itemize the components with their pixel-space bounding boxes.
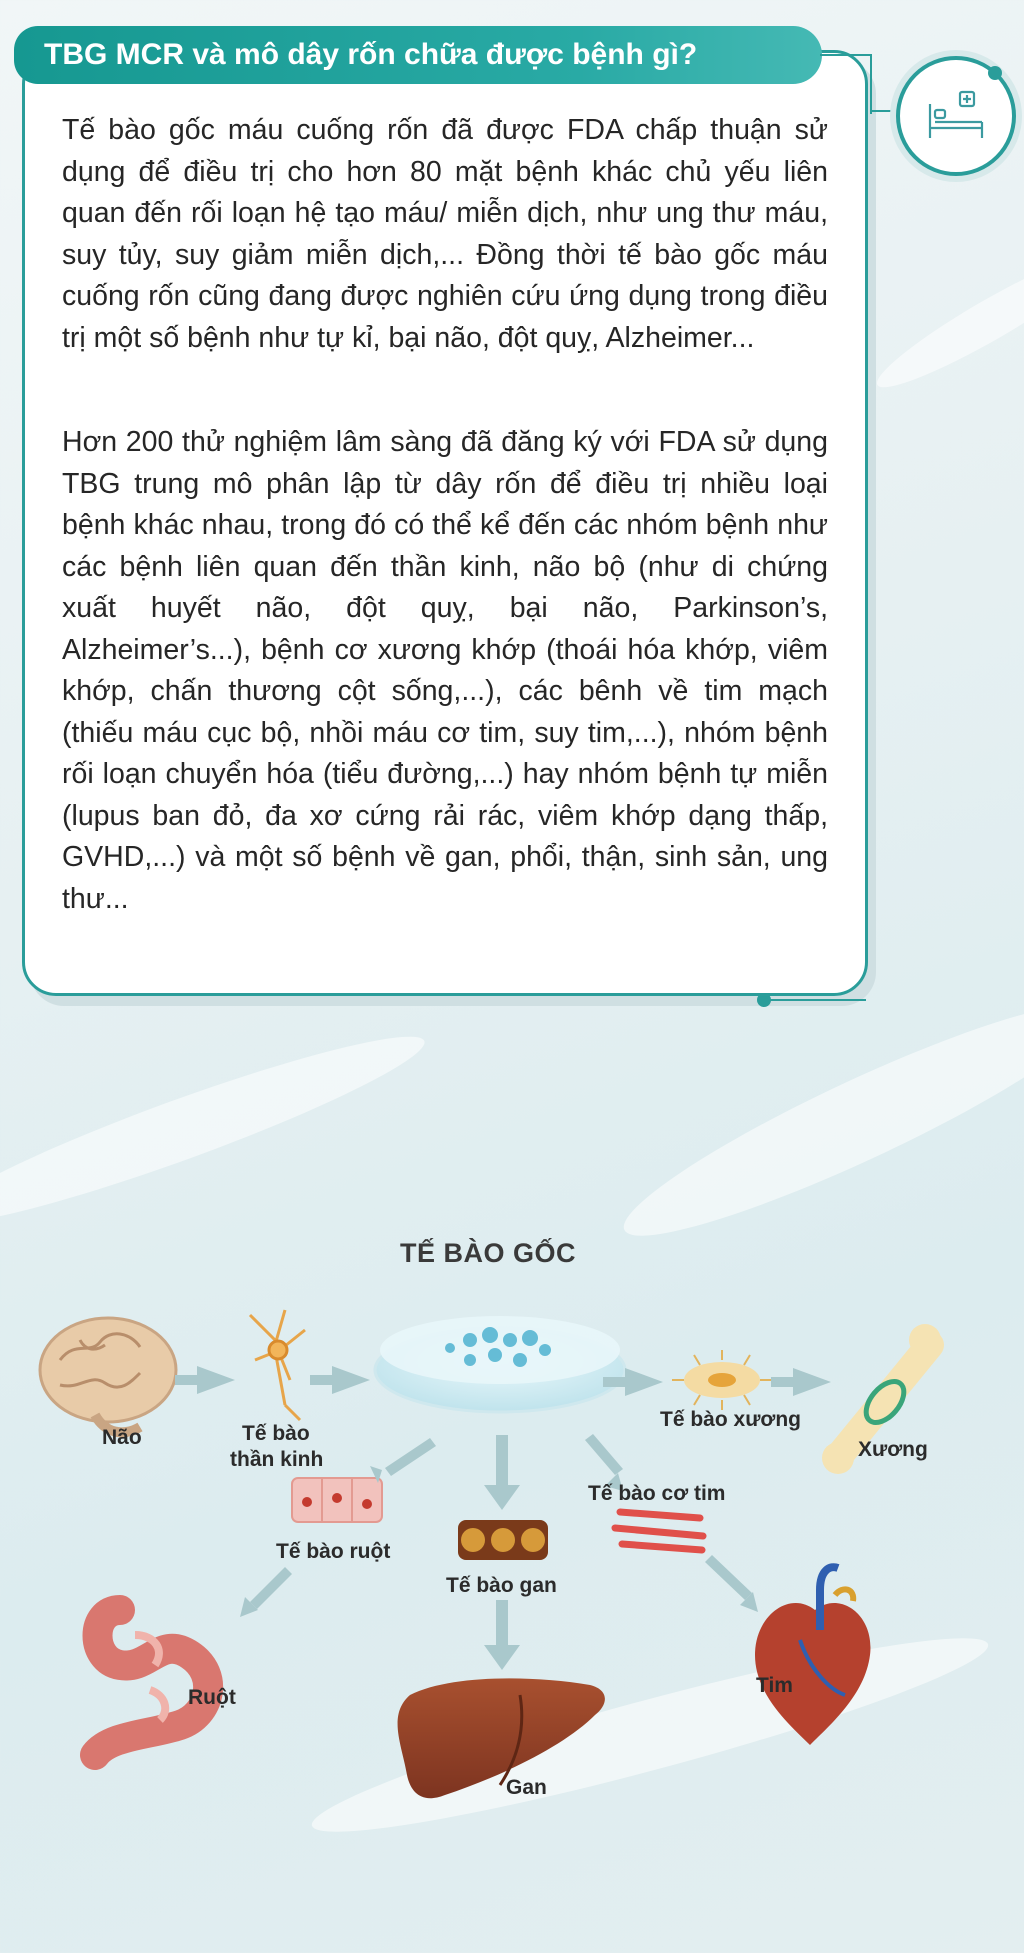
label-liver-cell: Tế bào gan xyxy=(446,1574,557,1597)
label-intestine: Ruột xyxy=(188,1686,236,1709)
badge-dot xyxy=(988,66,1002,80)
intestine-icon xyxy=(95,1610,208,1755)
paragraph-1: Tế bào gốc máu cuống rốn đã được FDA chấp thuận sử dụng để điều trị cho hơn 80 mặt bệnh khác chủ yếu liên quan đến rối loạn hệ tạo máu/ miễn dịch, như ung thư máu, suy tủy, suy giảm miễn dịch,... Đồng thời tế bào gốc máu cuống rốn cũng đang được nghiên cứu ứng dụng trong điều trị một số bệnh như tự kỉ, bại não, đột quỵ, Alzheimer... xyxy=(62,114,828,354)
card-line xyxy=(770,999,866,1001)
liver-cell-icon xyxy=(458,1520,548,1560)
connector-line-vertical xyxy=(870,54,872,114)
card-dot xyxy=(757,993,771,1007)
liver-icon xyxy=(398,1678,605,1798)
label-brain: Não xyxy=(102,1426,142,1449)
label-nerve-cell-2: thần kinh xyxy=(230,1448,324,1471)
diagram-art xyxy=(0,1190,1024,1950)
label-nerve-cell-1: Tế bào xyxy=(242,1422,310,1445)
label-heart: Tim xyxy=(756,1674,793,1697)
bone-cell-icon xyxy=(672,1350,772,1410)
paragraph-2: Hơn 200 thử nghiệm lâm sàng đã đăng ký với FDA sử dụng TBG trung mô phân lập từ dây rốn để điều trị nhiều loại bệnh khác nhau, trong đó có thể kể đến các nhóm bệnh như các bệnh liên quan đến thần kinh, não bộ (như di chứng xuất huyết não, đột quỵ, bại não, Parkinson’s, Alzheimer’s...), bệnh cơ xương khớp (thoái hóa khớp, viêm khớp, chấn thương cột sống,...), các bênh về tim mạch (thiếu máu cục bộ, nhồi máu cơ tim, suy tim,...), nhóm bệnh rối loạn chuyển hóa (tiểu đường,...) hay nhóm bệnh tự miễn (lupus ban đỏ, đa xơ cứng rải rác, viêm khớp dạng thấp, GVHD,...) và một số bệnh về gan, phổi, thận, sinh sản, ung thư... xyxy=(62,426,828,915)
label-liver: Gan xyxy=(506,1776,547,1799)
heart-icon xyxy=(755,1567,870,1745)
brain-icon xyxy=(40,1318,176,1432)
diagram-title: TẾ BÀO GỐC xyxy=(400,1238,577,1268)
heart-muscle-cell-icon xyxy=(615,1512,703,1550)
intestine-cell-icon xyxy=(292,1478,382,1522)
stem-cell-diagram xyxy=(0,1190,1024,1950)
nerve-cell-icon xyxy=(250,1310,305,1420)
label-intestine-cell: Tế bào ruột xyxy=(276,1540,391,1563)
section-title: TBG MCR và mô dây rốn chữa được bệnh gì? xyxy=(14,26,822,84)
connector-line xyxy=(820,54,872,56)
label-bone: Xương xyxy=(858,1438,928,1461)
petri-dish-icon xyxy=(375,1316,625,1412)
label-heart-cell: Tế bào cơ tim xyxy=(588,1482,726,1505)
label-bone-cell: Tế bào xương xyxy=(660,1408,801,1431)
